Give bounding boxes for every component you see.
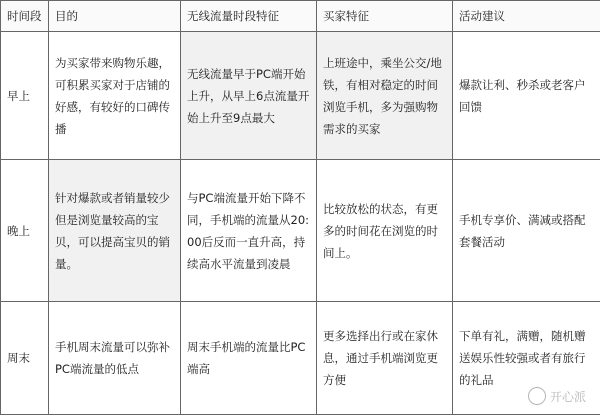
table-row (1, 302, 600, 415)
header-purpose: 目的 (49, 1, 181, 32)
watermark-logo-icon (528, 387, 546, 405)
header-period: 时间段 (1, 1, 49, 32)
header-buyer: 买家特征 (317, 1, 453, 32)
advice-cell: 爆款让利、秒杀或老客户回馈 (453, 32, 600, 160)
period-cell: 周末 (1, 302, 49, 415)
purpose-cell: 手机周末流量可以弥补PC端流量的低点 (49, 302, 181, 415)
table-row (1, 32, 600, 160)
advice-cell: 手机专享价、满减或搭配套餐活动 (453, 160, 600, 302)
period-cell: 晚上 (1, 160, 49, 302)
table-row (1, 160, 600, 302)
traffic-cell: 周末手机端的流量比PC端高 (181, 302, 317, 415)
watermark-text: 开心派 (550, 388, 586, 405)
buyer-cell: 上班途中，乘坐公交/地铁，有相对稳定的时间浏览手机，多为强购物需求的买家 (317, 32, 453, 160)
traffic-cell: 与PC端流量开始下降不同，手机端的流量从20:00后反而一直升高，持续高水平流量到凌晨 (181, 160, 317, 302)
watermark (528, 387, 586, 405)
table-header-row (1, 1, 600, 32)
header-advice: 活动建议 (453, 1, 600, 32)
period-cell: 早上 (1, 32, 49, 160)
traffic-cell: 无线流量早于PC端开始上升，从早上6点流量开始上升至9点最大 (181, 32, 317, 160)
purpose-cell: 为买家带来购物乐趣，可积累买家对于店铺的好感，有较好的口碑传播 (49, 32, 181, 160)
header-traffic: 无线流量时段特征 (181, 1, 317, 32)
buyer-cell: 比较放松的状态，有更多的时间花在浏览的时间上。 (317, 160, 453, 302)
purpose-cell: 针对爆款或者销量较少但是浏览量较高的宝贝，可以提高宝贝的销量。 (49, 160, 181, 302)
buyer-cell: 更多选择出行或在家休息，通过手机端浏览更方便 (317, 302, 453, 415)
advice-cell: 下单有礼，满赠，随机赠送娱乐性较强或者有旅行的礼品 (453, 302, 600, 415)
